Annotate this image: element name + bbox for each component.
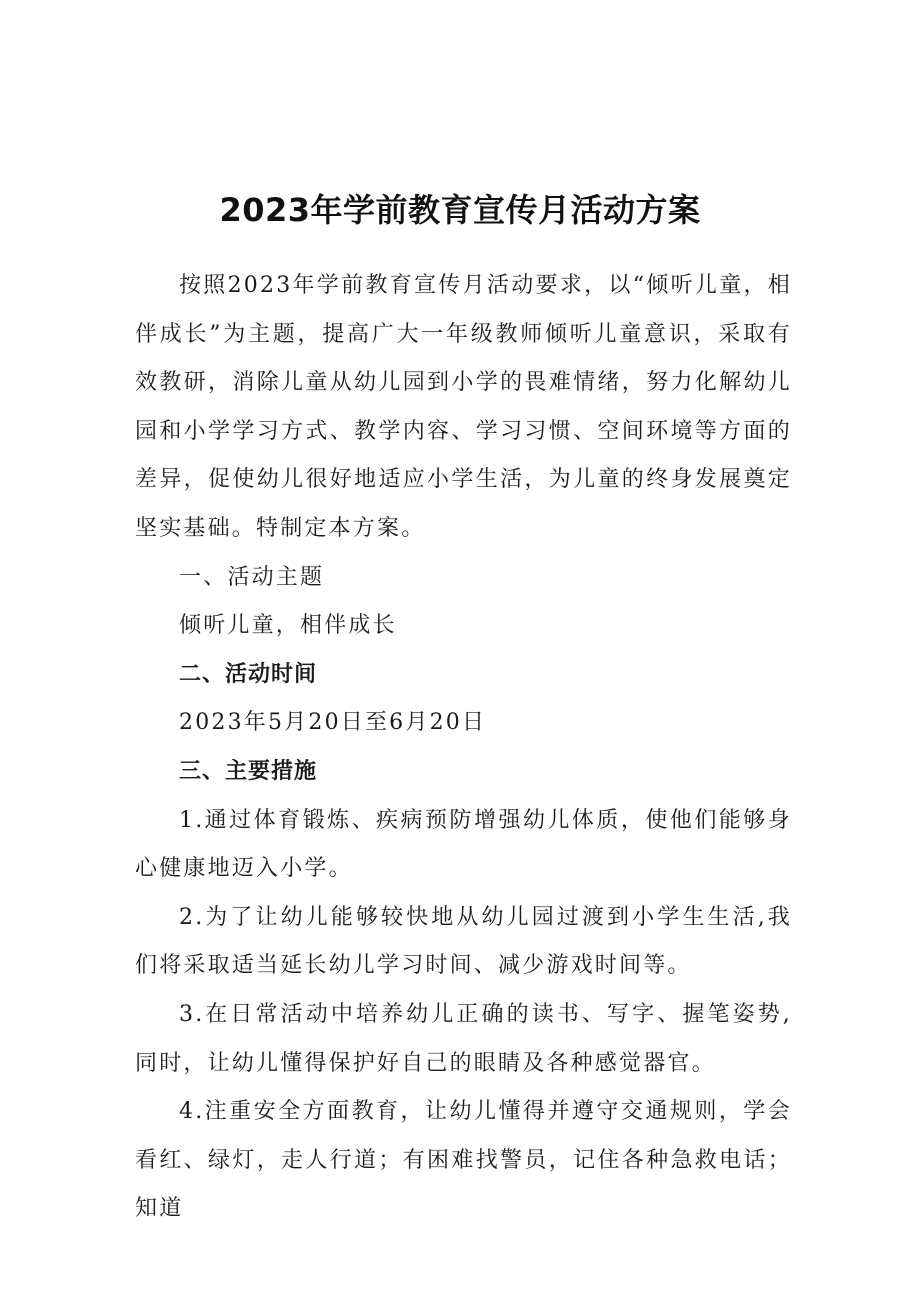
intro-paragraph: 按照2023年学前教育宣传月活动要求，以“倾听儿童，相伴成长”为主题，提高广大一年级教师倾听儿童意识，采取有效教研，消除儿童从幼儿园到小学的畏难情绪，努力化解幼儿园和小学学习方式、教学内容、学习习惯、空间环境等方面的差异，促使幼儿很好地适应小学生活，为儿童的终身发展奠定坚实基础。特制定本方案。 bbox=[135, 273, 792, 541]
section-heading-theme: 一、活动主题 bbox=[179, 564, 325, 590]
measure-item-3: 3.在日常活动中培养幼儿正确的读书、写字、握笔姿势,同时，让幼儿懂得保护好自己的眼睛及各种感觉器官。 bbox=[135, 1001, 792, 1076]
section-content-theme: 倾听儿童，相伴成长 bbox=[179, 613, 397, 639]
measure-item-4: 4.注重安全方面教育，让幼儿懂得并遵守交通规则，学会看红、绿灯，走人行道；有困难找警员，记住各种急救电话；知道 bbox=[135, 1099, 792, 1222]
section-heading-time: 二、活动时间 bbox=[179, 661, 318, 687]
section-heading-measures: 三、主要措施 bbox=[179, 758, 318, 784]
measure-item-2: 2.为了让幼儿能够较快地从幼儿园过渡到小学生生活,我们将采取适当延长幼儿学习时间、减少游戏时间等。 bbox=[135, 904, 792, 979]
measure-item-1: 1.通过体育锻炼、疾病预防增强幼儿体质，使他们能够身心健康地迈入小学。 bbox=[135, 807, 792, 882]
document-body bbox=[135, 262, 792, 1234]
section-content-time: 2023年5月20日至6月20日 bbox=[179, 710, 487, 736]
document-title: 2023年学前教育宣传月活动方案 bbox=[219, 191, 701, 230]
